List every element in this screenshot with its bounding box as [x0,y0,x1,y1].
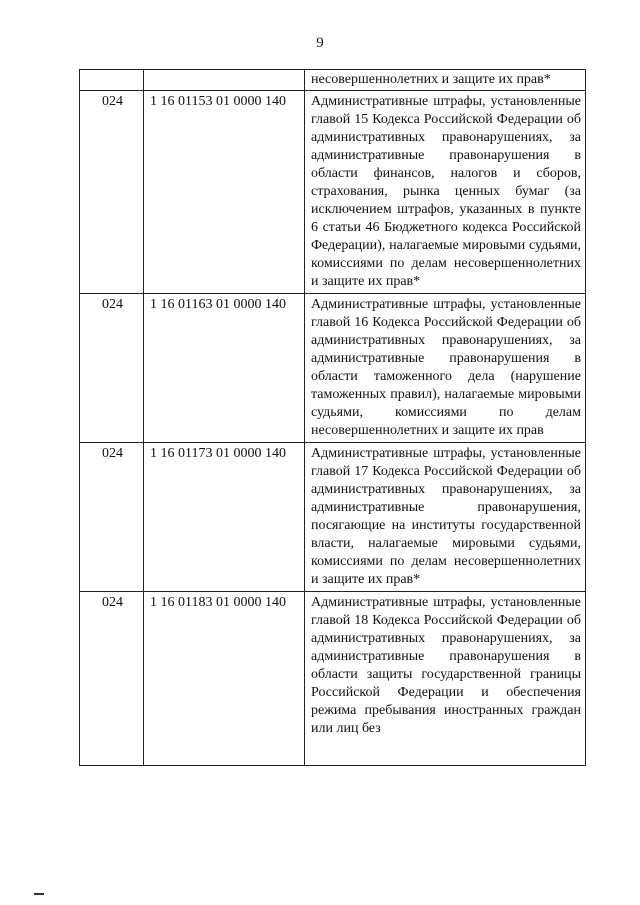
page-number: 9 [316,35,324,51]
description-text: Административные штрафы, установленные главой 16 Кодекса Российской Федерации об административных правонарушениях, за административные правонарушения в области таможенного дела (нарушение таможенных правил), налагаемые мировыми судьями, комиссиями по делам несовершеннолетних и защите их прав [311,297,581,438]
code-cell: 024 [80,294,144,443]
continuation-text: несовершеннолетних и защите их прав* [311,72,551,87]
code-cell [80,70,144,91]
kbk-cell: 1 16 01173 01 0000 140 [144,443,305,592]
kbk-cell: 1 16 01153 01 0000 140 [144,91,305,294]
kbk-cell [144,70,305,91]
description-cell [305,294,586,443]
table-row [80,294,586,443]
scan-corner-mark [34,893,44,895]
description-cell [305,443,586,592]
budget-codes-table [79,69,586,766]
code-cell: 024 [80,592,144,766]
code-cell: 024 [80,443,144,592]
table-row-continuation [80,70,586,91]
kbk-cell: 1 16 01183 01 0000 140 [144,592,305,766]
code-cell: 024 [80,91,144,294]
table-row [80,91,586,294]
kbk-cell: 1 16 01163 01 0000 140 [144,294,305,443]
description-cell [305,592,586,766]
table-row [80,592,586,766]
description-cell [305,70,586,91]
description-text: Административные штрафы, установленные главой 17 Кодекса Российской Федерации об административных правонарушениях, за административные правонарушения, посягающие на институты государственной власти, налагаемые мировыми судьями, комиссиями по делам несовершеннолетних и защите их прав* [311,446,581,587]
description-cell [305,91,586,294]
table-row [80,443,586,592]
description-text: Административные штрафы, установленные главой 15 Кодекса Российской Федерации об административных правонарушениях, за административные правонарушения в области финансов, налогов и сборов, страхования, рынка ценных бумаг (за исключением штрафов, указанных в пункте 6 статьи 46 Бюджетного кодекса Российской Федерации), налагаемые мировыми судьями, комиссиями по делам несовершеннолетних и защите их прав* [311,94,581,289]
description-text: Административные штрафы, установленные главой 18 Кодекса Российской Федерации об административных правонарушениях, за административные правонарушения в области защиты государственной границы Российской Федерации и обеспечения режима пребывания иностранных граждан или лиц без [311,595,581,736]
